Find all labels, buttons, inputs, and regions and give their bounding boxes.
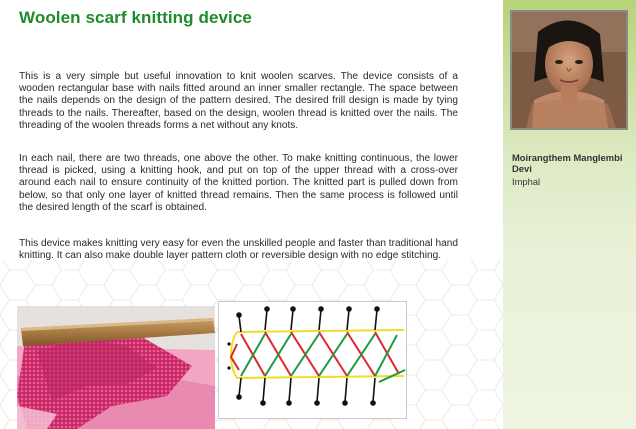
innovator-portrait xyxy=(510,10,628,130)
innovator-sidebar xyxy=(503,0,636,429)
innovator-name: Moirangthem Manglembi Devi xyxy=(512,152,623,174)
article-paragraph-2: In each nail, there are two threads, one above the other. To make knitting continuous, the lower thread is picked, using a knitting hook, and put on top of the upper thread with a cross-over around each nail to ensure continuity of the knitted portion. The knitted part is pulled down from below, so that only one layer of knitted thread remains. Then the same process is followed until the desired length of the scarf is obtained. xyxy=(19,153,458,213)
threading-diagram xyxy=(218,301,407,419)
article-paragraph-1: This is a very simple but useful innovation to knit woolen scarves. The device consists of a wooden rectangular base with nails fitted around an inner smaller rectangle. The space between the nails depends on the design of the pattern desired. The desired frill design is made by tying threads to the nails. Thereafter, based on the design, woolen thread is knitted over the nails. The threading of the woolen threads forms a net without any knots. xyxy=(19,71,458,131)
article-title: Woolen scarf knitting device xyxy=(19,8,252,27)
article-paragraph-3: This device makes knitting very easy for even the unskilled people and faster than traditional hand knitting. It can also make double layer pattern cloth or reversible design with no edge stitching. xyxy=(19,238,459,262)
knitting-device-photo xyxy=(17,306,215,429)
innovator-place: Imphal xyxy=(512,176,541,187)
